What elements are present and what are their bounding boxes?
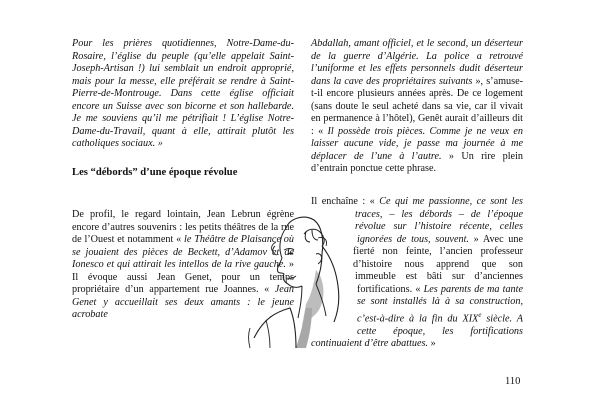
left-lower-italic-1: le Théâtre de Plaisance où se jouaient des pièces de Beckett, d’Adamov et de Ionesco et qui attirait les intellos de la rive gauche. [72,234,294,271]
right-top-italic-2: Il possède trois pièces. Comme je ne veux en laisser aucune vide, je passe ma journée à me déplacer de l’une à l’autre. [311,125,523,162]
section-heading: Les “débords” d’une époque révolue [72,166,238,178]
right-lower-text-1: Il enchaîne : « [311,196,375,207]
left-quote-paragraph: Pour les prières quotidiennes, Notre-Dame-du-Rosaire, l’église du peuple (qu’elle appelait Saint-Joseph-Artisan !) lui semblait un endroit approprié, mais pour la messe, elle préférait se rendre à Saint-Pierre-de-Montrouge. Dans cette église officiait encore un Suisse avec son bicorne et son hallebarde. Je me souviens qu’il me pétrifiait ! L’église Notre-Dame-du-Travail, quant à elle, attirait plutôt les catholiques sociaux. » [72,38,294,150]
right-lower-text-2: » Avec une fierté non feinte, l’ancien professeur d’histoire nous apprend que son immeuble est bâti sur d’anciennes fortifications. « [353,233,523,295]
right-lower-superscript: e [478,310,482,319]
left-lower-italic-2: Jean Genet y accueillait ses deux amants : le jeune acrobate [72,284,295,321]
right-lower-italic-3: siècle. A cette époque, les fortifications continuaient d’être abattues. [311,313,523,350]
right-top-text-1: », s’amuse-t-il encore plusieurs années après. De ce logement (sans doute le seul acheté dans sa vie, car il vivait en permanence à l’hôtel), Genêt aurait d’ailleurs dit : « [311,75,523,137]
page-number: 110 [505,376,521,387]
right-lower-italic-1: Ce qui me passionne, ce sont les traces, – les débords – de l’époque révolue sur l’histoire récente, celles ignorées de tous, souvent. [355,196,523,245]
right-lower-italic-2: Les parents de ma tante se sont installés là à sa construction, c’est-à-dire à la fin du XIX [357,283,523,325]
portrait-sketch [246,208,358,358]
right-top-text-2: » Un rire plein d’entrain ponctue cette phrase. [311,150,523,175]
left-lower-text-2: » Il évoque aussi Jean Genet, pour un temps propriétaire d’un appartement rue Joannes. « [72,259,295,296]
left-column [72,38,294,188]
right-top-paragraph [311,38,523,176]
left-lower-text-1: De profil, le regard lointain, Jean Lebrun égrène encore d’autres souvenirs : les petits théâtres de la rue de l’Ouest et notamment « [72,209,294,246]
shoulder-outline [254,308,296,348]
right-column [311,38,523,176]
right-top-italic-1: Abdallah, amant officiel, et le second, un déserteur de la guerre d’Algérie. La police a retrouvé l’uniforme et les effets personnels dudit déserteur dans la cave des propriétaires suivants [311,38,523,87]
right-lower-text-3: » [428,338,436,350]
